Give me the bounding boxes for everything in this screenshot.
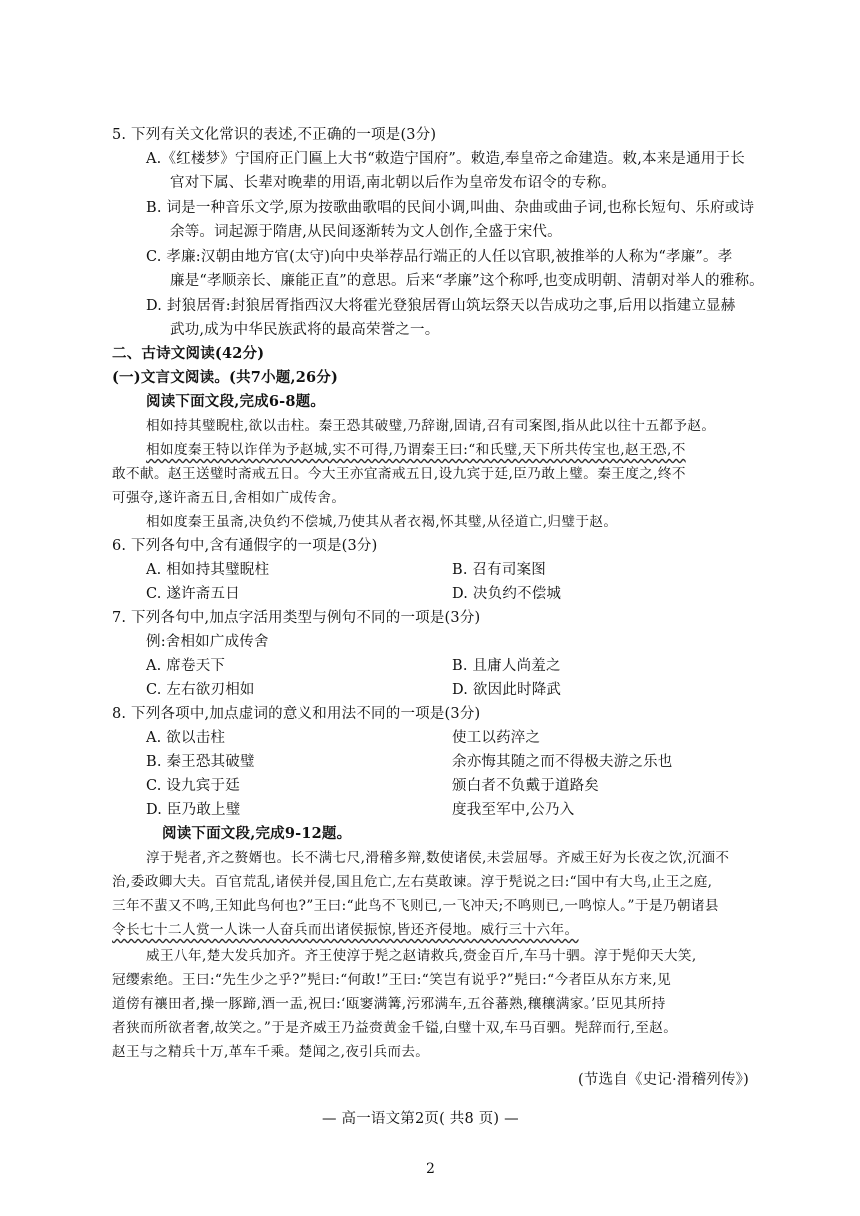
q6-option-b: B. 召有司案图 bbox=[452, 562, 546, 578]
passage2-line-1: 淳于髡者,齐之赘婿也。长不满七尺,滑稽多辩,数使诸侯,未尝屈辱。齐威王好为长夜之饮,沉湎不 bbox=[146, 850, 730, 866]
passage2-line-7: 道傍有禳田者,操一豚蹄,酒一盂,祝曰:‘瓯窭满篝,污邪满车,五谷蕃熟,穰穰满家。’臣见其所持 bbox=[112, 996, 666, 1012]
q7-example: 例:舍相如广成传舍 bbox=[146, 634, 269, 650]
q8-option-c-left: C. 设九宾于廷 bbox=[146, 778, 240, 794]
q5-option-a-cont: 官对下属、长辈对晚辈的用语,南北朝以后作为皇帝发布诏令的专称。 bbox=[170, 175, 616, 191]
q6-option-a: A. 相如持其璧睨柱 bbox=[146, 562, 270, 578]
q5-option-c: C. 孝廉:汉朝由地方官(太守)向中央举荐品行端正的人任以官职,被推举的人称为“孝廉”。孝 bbox=[146, 249, 733, 265]
q7-option-d: D. 欲因此时降武 bbox=[452, 682, 562, 698]
passage2-line-8: 者狭而所欲者奢,故笑之。”于是齐威王乃益赍黄金千镒,白璧十双,车马百驷。髡辞而行,至赵。 bbox=[112, 1020, 678, 1036]
passage1-para3: 相如度秦王虽斋,决负约不偿城,乃使其从者衣褐,怀其璧,从径道亡,归璧于赵。 bbox=[146, 514, 618, 530]
passage1-para2-line3: 可强夺,遂许斋五日,舍相如广成传舍。 bbox=[112, 490, 346, 506]
q5-option-d: D. 封狼居胥:封狼居胥指西汉大将霍光登狼居胥山筑坛祭天以告成功之事,后用以指建立显赫 bbox=[146, 298, 736, 314]
reading-instruction-2: 阅读下面文段,完成9-12题。 bbox=[162, 825, 352, 842]
q5-option-b-cont: 余等。词起源于隋唐,从民间逐渐转为文人创作,全盛于宋代。 bbox=[170, 224, 562, 240]
q8-option-c-right: 颁白者不负戴于道路矣 bbox=[452, 778, 599, 794]
passage2-line-5: 威王八年,楚大发兵加齐。齐王使淳于髡之赵请救兵,赍金百斤,车马十驷。淳于髡仰天大笑, bbox=[146, 948, 697, 964]
passage2-line-2: 治,委政卿大夫。百官荒乱,诸侯并侵,国且危亡,左右莫敢谏。淳于髡说之曰:“国中有大鸟,止王之庭, bbox=[112, 874, 713, 890]
passage1-para2-line2: 敢不献。赵王送璧时斋戒五日。今大王亦宜斋戒五日,设九宾于廷,臣乃敢上璧。秦王度之,终不 bbox=[112, 466, 686, 482]
passage2-line-6: 冠缨索绝。王曰:“先生少之乎?”髡曰:“何敢!”王曰:“笑岂有说乎?”髡曰:“今者臣从东方来,见 bbox=[112, 972, 672, 988]
q8-option-b-right: 余亦悔其随之而不得极夫游之乐也 bbox=[452, 754, 673, 770]
q5-option-b: B. 词是一种音乐文学,原为按歌曲歌唱的民间小调,叫曲、杂曲或曲子词,也称长短句、乐府或诗 bbox=[146, 200, 755, 216]
passage2-source: (节选自《史记·滑稽列传》) bbox=[578, 1072, 749, 1088]
page-footer: — 高一语文第2页( 共8 页) — bbox=[322, 1111, 519, 1127]
q8-option-d-right: 度我至军中,公乃入 bbox=[452, 802, 575, 818]
q8-option-b-left: B. 秦王恐其破璧 bbox=[146, 754, 255, 770]
q7-option-a: A. 席卷天下 bbox=[146, 658, 226, 674]
q5-option-a: A.《红楼梦》宁国府正门匾上大书“敕造宁国府”。敕造,奉皇帝之命建造。敕,本来是通用于长 bbox=[146, 151, 745, 167]
q5-stem: 5. 下列有关文化常识的表述,不正确的一项是(3分) bbox=[112, 127, 437, 143]
passage1-para1: 相如持其璧睨柱,欲以击柱。秦王恐其破璧,乃辞谢,固请,召有司案图,指从此以往十五都予赵。 bbox=[146, 418, 716, 434]
subsection-title: (一)文言文阅读。(共7小题,26分) bbox=[112, 369, 339, 386]
page-number: 2 bbox=[426, 1161, 436, 1177]
passage2-line-3: 三年不蜚又不鸣,王知此鸟何也?”王曰:“此鸟不飞则已,一飞冲天;不鸣则已,一鸣惊人。”于是乃朝诸县 bbox=[112, 898, 719, 914]
q5-option-d-cont: 武功,成为中华民族武将的最高荣誉之一。 bbox=[170, 322, 440, 338]
section-title: 二、古诗文阅读(42分) bbox=[112, 345, 265, 362]
q7-option-b: B. 且庸人尚羞之 bbox=[452, 658, 561, 674]
q8-stem: 8. 下列各项中,加点虚词的意义和用法不同的一项是(3分) bbox=[112, 706, 481, 722]
q8-option-a-left: A. 欲以击柱 bbox=[146, 730, 226, 746]
passage1-para2-line1: 相如度秦王特以诈佯为予赵城,实不可得,乃谓秦王曰:“和氏璧,天下所共传宝也,赵王恐,不 bbox=[146, 442, 686, 458]
passage2-line-4: 令长七十二人赏一人诛一人奋兵而出诸侯振惊,皆还齐侵地。威行三十六年。 bbox=[112, 922, 579, 938]
q6-option-c: C. 遂许斋五日 bbox=[146, 586, 240, 602]
q6-option-d: D. 决负约不偿城 bbox=[452, 586, 562, 602]
q8-option-a-right: 使工以药淬之 bbox=[452, 730, 541, 746]
reading-instruction-1: 阅读下面文段,完成6-8题。 bbox=[146, 393, 326, 410]
passage2-line-9: 赵王与之精兵十万,革车千乘。楚闻之,夜引兵而去。 bbox=[112, 1044, 430, 1060]
q5-option-c-cont: 廉是“孝顺亲长、廉能正直”的意思。后来“孝廉”这个称呼,也变成明朝、清朝对举人的雅称。 bbox=[170, 273, 764, 289]
q6-stem: 6. 下列各句中,含有通假字的一项是(3分) bbox=[112, 538, 378, 554]
q7-option-c: C. 左右欲刃相如 bbox=[146, 682, 255, 698]
q8-option-d-left: D. 臣乃敢上璧 bbox=[146, 802, 241, 818]
q7-stem: 7. 下列各句中,加点字活用类型与例句不同的一项是(3分) bbox=[112, 610, 481, 626]
